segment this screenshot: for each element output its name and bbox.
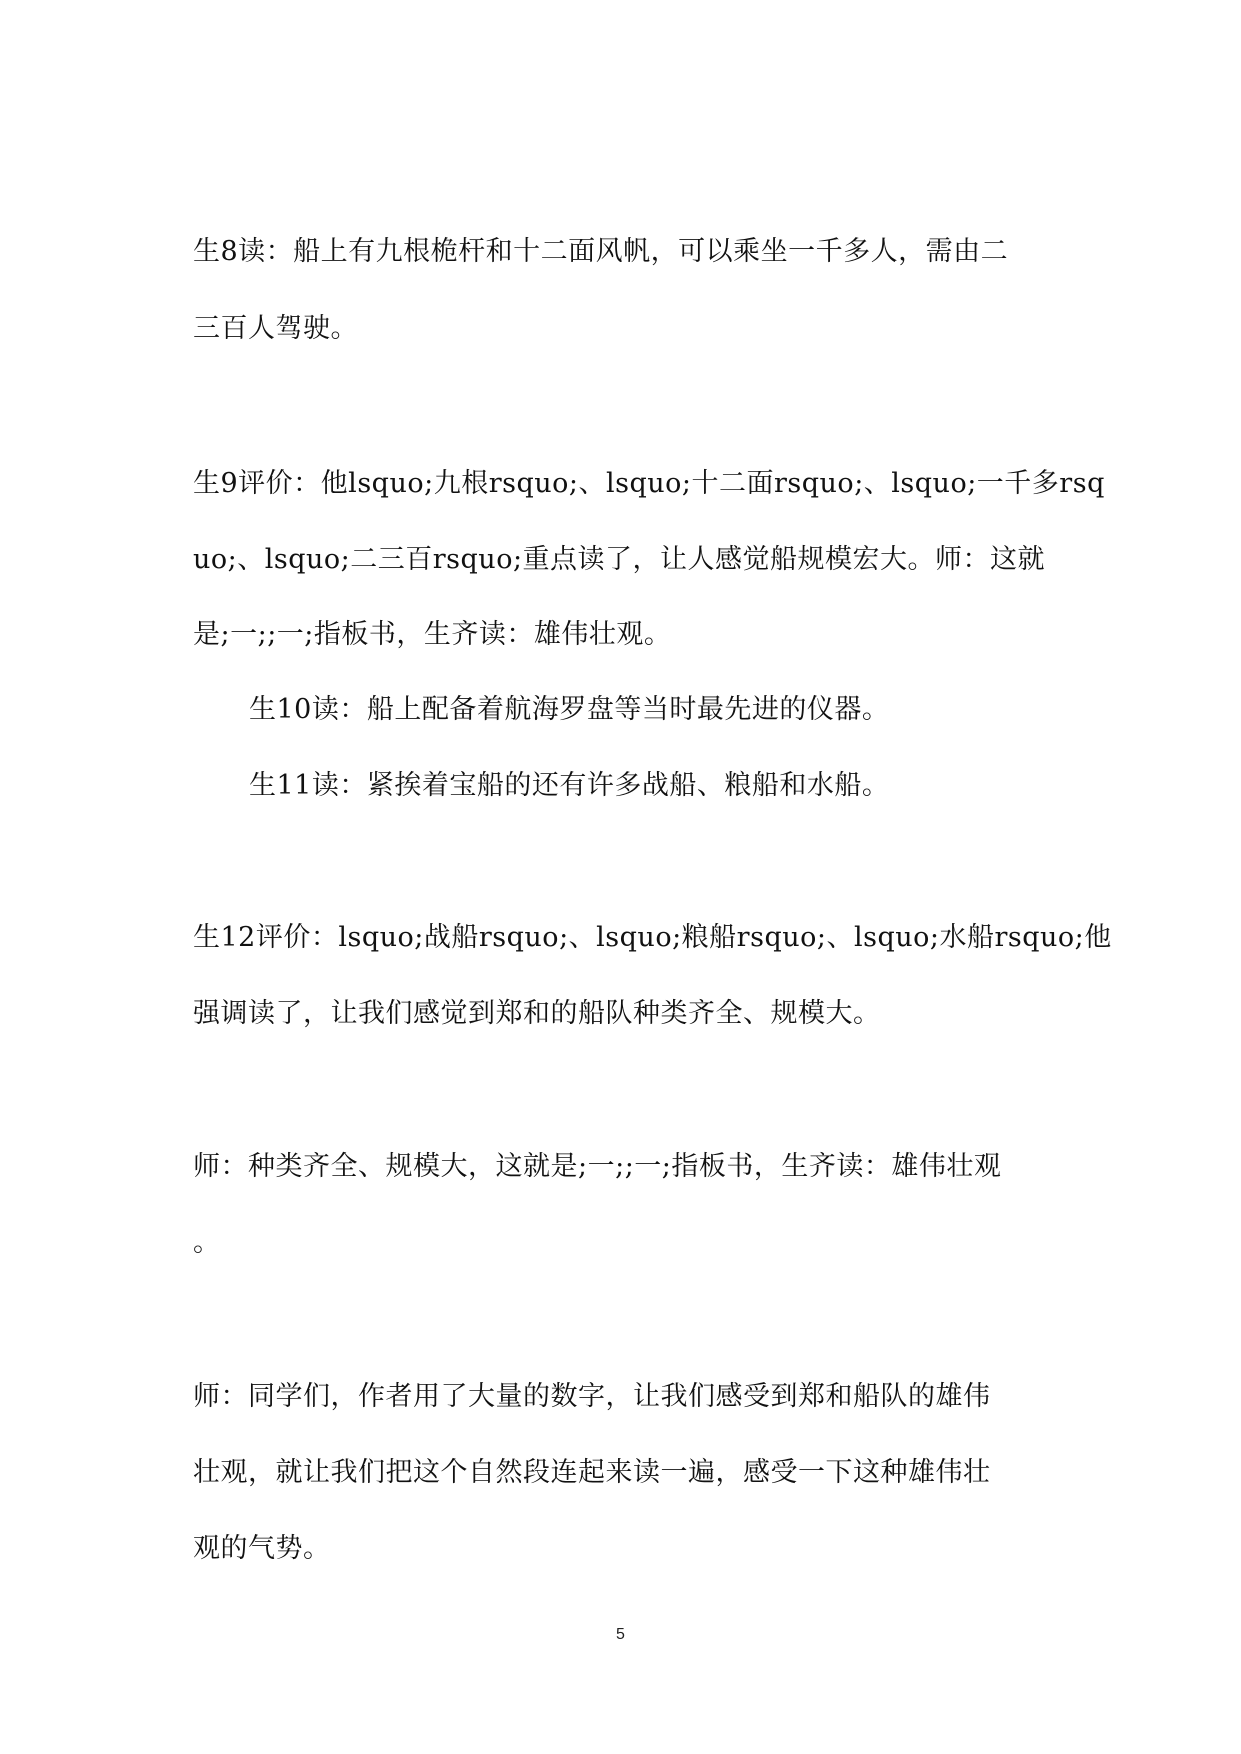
text-line-9: 强调读了，让我们感觉到郑和的船队种类齐全、规模大。 xyxy=(193,998,881,1029)
text-line-2: 三百人驾驶。 xyxy=(193,313,358,344)
text-line-6: 生10读：船上配备着航海罗盘等当时最先进的仪器。 xyxy=(249,694,890,725)
text-line-3: 生9评价：他lsquo;九根rsquo;、lsquo;十二面rsquo;、lsquo;一千多rsq xyxy=(193,468,1105,499)
text-line-5: 是;一;;一;指板书，生齐读：雄伟壮观。 xyxy=(193,619,672,650)
text-line-4: uo;、lsquo;二三百rsquo;重点读了，让人感觉船规模宏大。师：这就 xyxy=(193,544,1046,575)
text-line-13: 壮观，就让我们把这个自然段连起来读一遍，感受一下这种雄伟壮 xyxy=(193,1457,991,1488)
text-line-1: 生8读：船上有九根桅杆和十二面风帆，可以乘坐一千多人，需由二 xyxy=(193,236,1009,267)
text-line-11: 。 xyxy=(193,1227,221,1258)
text-line-7: 生11读：紧挨着宝船的还有许多战船、粮船和水船。 xyxy=(249,770,890,801)
text-line-14: 观的气势。 xyxy=(193,1533,331,1564)
text-line-8: 生12评价：lsquo;战船rsquo;、lsquo;粮船rsquo;、lsquo;水船rsquo;他 xyxy=(193,922,1112,953)
page-number: 5 xyxy=(616,1626,625,1643)
text-line-12: 师：同学们，作者用了大量的数字，让我们感受到郑和船队的雄伟 xyxy=(193,1381,991,1412)
text-line-10: 师：种类齐全、规模大，这就是;一;;一;指板书，生齐读：雄伟壮观 xyxy=(193,1151,1002,1182)
